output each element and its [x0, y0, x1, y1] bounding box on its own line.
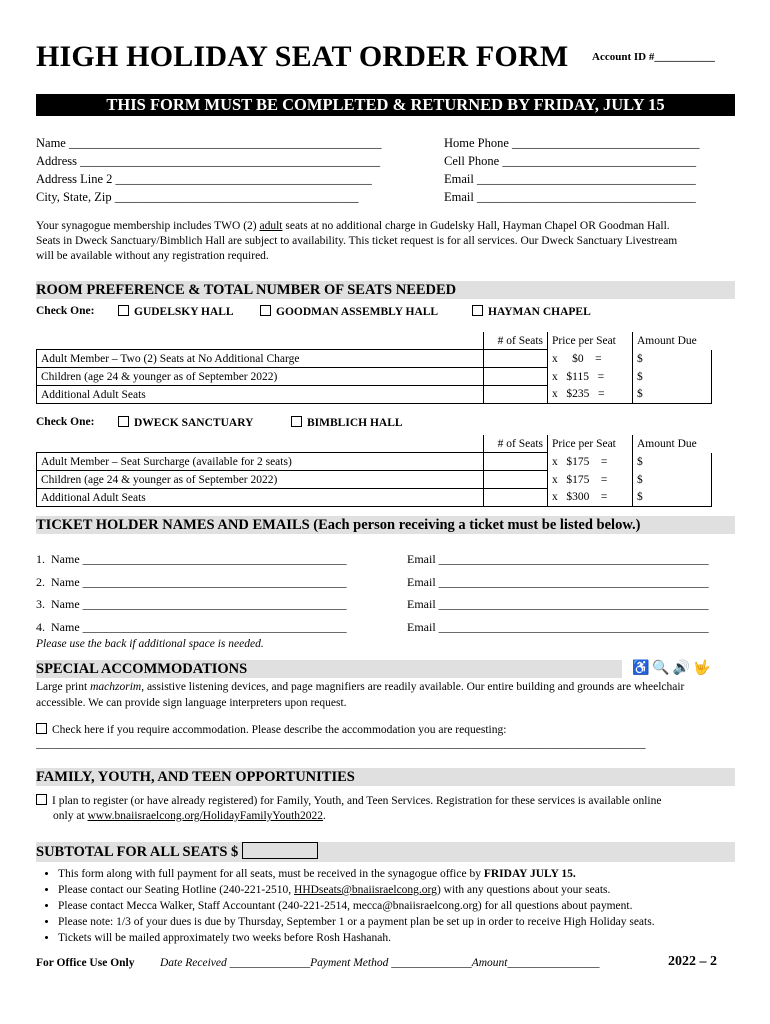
subtotal-label: SUBTOTAL FOR ALL SEATS $ [36, 844, 239, 860]
form-version: 2022 – 2 [668, 954, 717, 969]
ticket-email-list [407, 548, 709, 638]
list-item: • Please contact Mecca Walker, Staff Accountant (240-221-2514, mecca@bnaiisraelcong.org) for all questions about payment. [58, 898, 758, 914]
table-row: Adult Member – Two (2) Seats at No Additional Charge x $0 = $ [37, 350, 712, 368]
family-youth-link[interactable]: www.bnaiisraelcong.org/HolidayFamilyYouth2022 [87, 810, 324, 822]
option-hayman[interactable]: HAYMAN CHAPEL [472, 305, 591, 318]
col-amount-header: Amount Due [637, 334, 697, 347]
option-goodman[interactable]: GOODMAN ASSEMBLY HALL [260, 305, 438, 318]
check-one-label-a: Check One: [36, 305, 95, 317]
checkbox-icon [36, 794, 47, 805]
form-title: HIGH HOLIDAY SEAT ORDER FORM [36, 40, 569, 73]
address-field[interactable]: Address ________________________________________________ [36, 154, 381, 168]
checkbox-icon [260, 305, 271, 316]
seats-input[interactable] [484, 453, 548, 471]
table-row: Additional Adult Seats x $235 = $ [37, 386, 712, 404]
amount-input[interactable]: $ [633, 489, 712, 507]
list-item[interactable]: 3. Name ____________________________________________ [36, 597, 347, 611]
ticket-holders-heading: TICKET HOLDER NAMES AND EMAILS (Each person receiving a ticket must be listed below.) [36, 516, 735, 534]
instructions-list [36, 866, 758, 946]
special-accommodations-heading: SPECIAL ACCOMMODATIONS [36, 660, 622, 678]
list-item[interactable]: 4. Name ____________________________________________ [36, 619, 347, 634]
accommodation-checkbox[interactable]: Check here if you require accommodation. Please describe the accommodation you are requesting: [36, 723, 506, 736]
email-input[interactable]: Email _____________________________________________ [407, 619, 709, 634]
subtotal-input[interactable] [242, 842, 318, 859]
checkbox-icon [291, 416, 302, 427]
list-item: • Please note: 1/3 of your dues is due by Thursday, September 1 or a payment plan be set up in order to receive High Holiday seats. [58, 914, 758, 930]
col-price-header: Price per Seat [548, 332, 633, 350]
email-field-2[interactable]: Email ___________________________________ [444, 190, 696, 204]
amount-input[interactable]: $ [633, 471, 712, 489]
table-row: Adult Member – Seat Surcharge (available for 2 seats) x $175 = $ [37, 453, 712, 471]
email-input[interactable]: Email _____________________________________________ [407, 597, 709, 611]
checkbox-icon [118, 416, 129, 427]
office-use-label: For Office Use Only [36, 957, 135, 969]
accessibility-icon: ♿🔍🔊🤟 [632, 661, 714, 676]
amount-input[interactable]: $ [633, 368, 712, 386]
email-input[interactable]: Email _____________________________________________ [407, 574, 709, 589]
check-one-label-b: Check One: [36, 416, 95, 428]
checkbox-icon [472, 305, 483, 316]
cell-phone-field[interactable]: Cell Phone _______________________________ [444, 154, 697, 168]
office-use-fields: Date Received ______________Payment Method ______________Amount________________ [160, 957, 600, 969]
room-preference-heading: ROOM PREFERENCE & TOTAL NUMBER OF SEATS NEEDED [36, 281, 735, 299]
amount-input[interactable]: $ [633, 386, 712, 404]
email-field-1[interactable]: Email ___________________________________ [444, 172, 696, 186]
list-item: • This form along with full payment for all seats, must be received in the synagogue office by FRIDAY JULY 15. [58, 866, 758, 882]
price-table-a [36, 332, 712, 404]
list-item[interactable]: 1. Name ____________________________________________ [36, 552, 347, 566]
seating-email-link[interactable]: HHDseats@bnaiisraelcong.org [294, 884, 437, 896]
seats-input[interactable] [484, 489, 548, 507]
contact-left [36, 134, 381, 206]
family-heading: FAMILY, YOUTH, AND TEEN OPPORTUNITIES [36, 768, 735, 786]
amount-input[interactable]: $ [633, 453, 712, 471]
family-registration[interactable]: I plan to register (or have already registered) for Family, Youth, and Teen Services. Registration for these services is available online only at www.bnaiisraelcong.org/HolidayFamilyYouth2022. [36, 794, 661, 824]
name-field[interactable]: Name __________________________________________________ [36, 136, 382, 150]
list-item[interactable]: 2. Name ____________________________________________ [36, 574, 347, 589]
seats-input[interactable] [484, 350, 548, 368]
seats-input[interactable] [484, 471, 548, 489]
ticket-holder-list [36, 548, 347, 638]
address2-field[interactable]: Address Line 2 _________________________________________ [36, 172, 372, 186]
checkbox-icon [36, 723, 47, 734]
back-page-note: Please use the back if additional space is needed. [36, 638, 264, 650]
accommodation-description-field[interactable]: __________________________________________________________________________________________________________ [36, 738, 646, 750]
account-id-field[interactable]: Account ID #___________ [592, 51, 715, 63]
list-item: • Please contact our Seating Hotline (240-221-2510, HHDseats@bnaiisraelcong.org) with any questions about your seats. [58, 882, 758, 898]
table-row: Children (age 24 & younger as of September 2022) x $115 = $ [37, 368, 712, 386]
city-field[interactable]: City, State, Zip _______________________________________ [36, 190, 359, 204]
contact-right [444, 134, 700, 206]
seats-input[interactable] [484, 368, 548, 386]
option-gudelsky[interactable]: GUDELSKY HALL [118, 305, 234, 318]
price-table-b: # of Seats Price per Seat Amount Due Adult Member – Seat Surcharge (available for 2 seats) x $175 = $ Children (age 24 & younger as of September 2022) x $175 = $ Additional Adult Seats x $300 = $ [36, 435, 712, 507]
deadline-banner: THIS FORM MUST BE COMPLETED & RETURNED BY FRIDAY, JULY 15 [36, 94, 735, 116]
table-row: Additional Adult Seats x $300 = $ [37, 489, 712, 507]
intro-text: Your synagogue membership includes TWO (2) adult seats at no additional charge in Gudelsky Hall, Hayman Chapel OR Goodman Hall. Seats in Dweck Sanctuary/Bimblich Hall are subject to availability. This ticket request is for all services. Our Dweck Sanctuary Livestream will be available without any registration required. [36, 220, 678, 262]
col-seats-header: # of Seats [484, 332, 548, 350]
amount-input[interactable]: $ [633, 350, 712, 368]
option-dweck[interactable]: DWECK SANCTUARY [118, 416, 253, 429]
checkbox-icon [118, 305, 129, 316]
accommodations-text: Large print machzorim, assistive listening devices, and page magnifiers are readily available. Our entire building and grounds are wheelchair accessible. We can provide sign language interpreters upon request. [36, 681, 685, 709]
seats-input[interactable] [484, 386, 548, 404]
email-input[interactable]: Email _____________________________________________ [407, 552, 709, 566]
subtotal-bar [36, 842, 735, 862]
table-row: Children (age 24 & younger as of September 2022) x $175 = $ [37, 471, 712, 489]
list-item: • Tickets will be mailed approximately two weeks before Rosh Hashanah. [58, 930, 758, 946]
option-bimblich[interactable]: BIMBLICH HALL [291, 416, 403, 429]
home-phone-field[interactable]: Home Phone ______________________________ [444, 136, 700, 150]
